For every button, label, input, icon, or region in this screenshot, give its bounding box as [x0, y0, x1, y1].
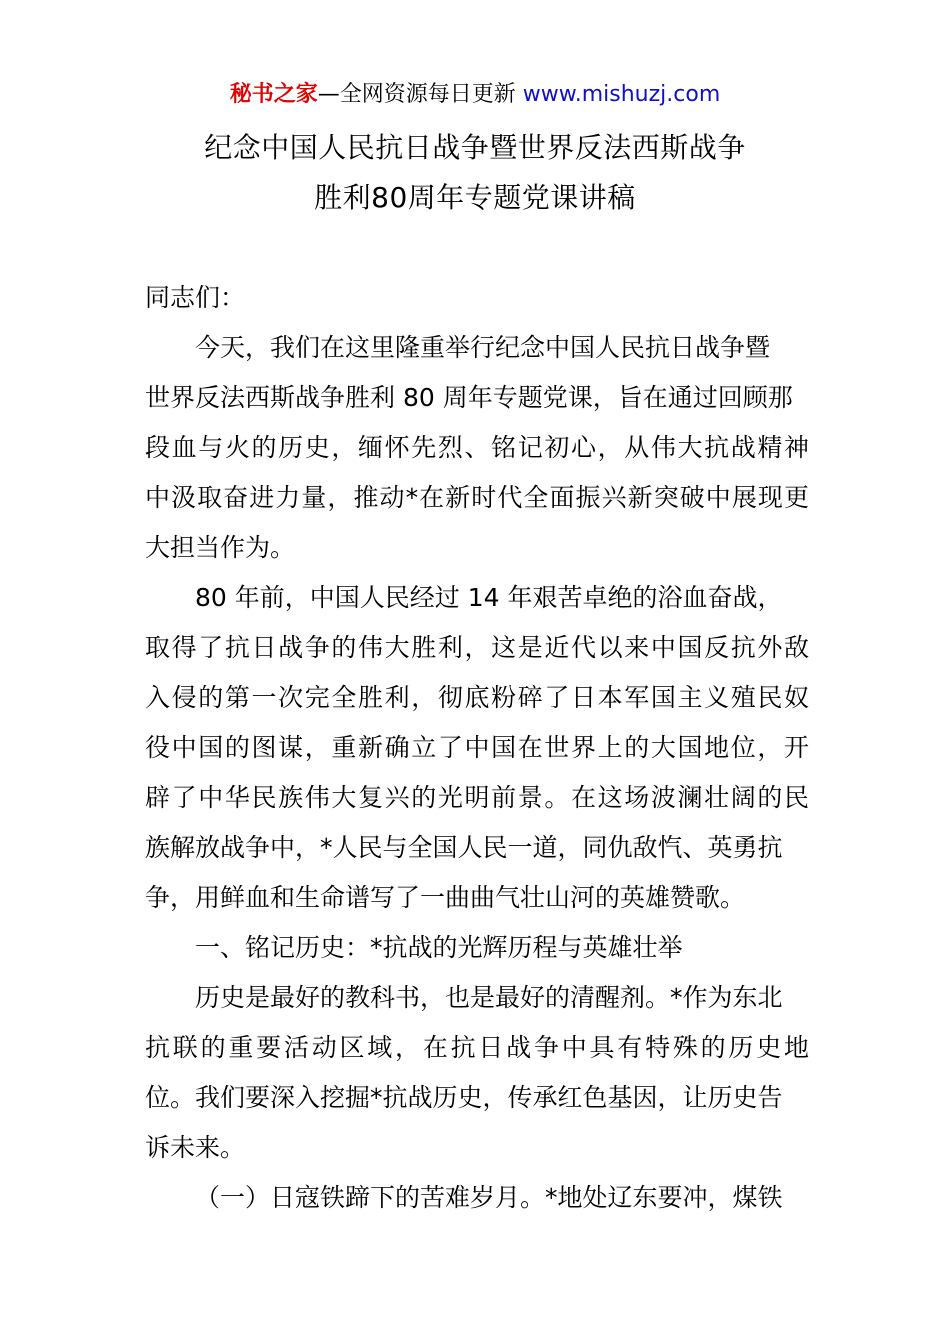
paragraph-line: 中汲取奋进力量，推动*在新时代全面振兴新突破中展现更	[145, 483, 809, 512]
paragraph-line: 今天，我们在这里隆重举行纪念中国人民抗日战争暨	[195, 333, 771, 362]
paragraph-line: 世界反法西斯战争胜利 80 周年专题党课，旨在通过回顾那	[145, 383, 793, 412]
paragraph-line: 位。我们要深入挖掘*抗战历史，传承红色基因，让历史告	[145, 1083, 783, 1112]
document-title-line-1: 纪念中国人民抗日战争暨世界反法西斯战争	[204, 131, 746, 164]
site-tagline: —全网资源每日更新	[317, 82, 516, 107]
paragraph-line: 族解放战争中，*人民与全国人民一道，同仇敌忾、英勇抗	[145, 833, 783, 862]
paragraph-line: 辟了中华民族伟大复兴的光明前景。在这场波澜壮阔的民	[145, 783, 809, 812]
paragraph-line: 抗联的重要活动区域，在抗日战争中具有特殊的历史地	[145, 1033, 809, 1062]
paragraph-line: 入侵的第一次完全胜利，彻底粉碎了日本军国主义殖民奴	[145, 683, 809, 712]
paragraph-line: 诉未来。	[145, 1133, 246, 1162]
salutation: 同志们：	[145, 283, 246, 312]
subsection-heading-line: （一）日寇铁蹄下的苦难岁月。*地处辽东要冲，煤铁	[195, 1183, 783, 1212]
paragraph-line: 取得了抗日战争的伟大胜利，这是近代以来中国反抗外敌	[145, 633, 809, 662]
paragraph-line: 役中国的图谋，重新确立了中国在世界上的大国地位，开	[145, 733, 809, 762]
paragraph-line: 80 年前，中国人民经过 14 年艰苦卓绝的浴血奋战，	[195, 583, 783, 612]
document-body	[145, 273, 809, 1223]
section-heading: 一、铭记历史：*抗战的光辉历程与英雄壮举	[195, 933, 683, 962]
site-header	[0, 80, 950, 110]
paragraph-line: 段血与火的历史，缅怀先烈、铭记初心，从伟大抗战精神	[145, 433, 809, 462]
document-title-line-2: 胜利80周年专题党课讲稿	[314, 181, 636, 214]
paragraph-line: 大担当作为。	[145, 533, 296, 562]
paragraph-line: 争，用鲜血和生命谱写了一曲曲气壮山河的英雄赞歌。	[145, 883, 746, 912]
paragraph-line: 历史是最好的教科书，也是最好的清醒剂。*作为东北	[195, 983, 783, 1012]
site-url[interactable]: www.mishuzj.com	[522, 82, 721, 107]
site-name: 秘书之家	[229, 82, 318, 107]
